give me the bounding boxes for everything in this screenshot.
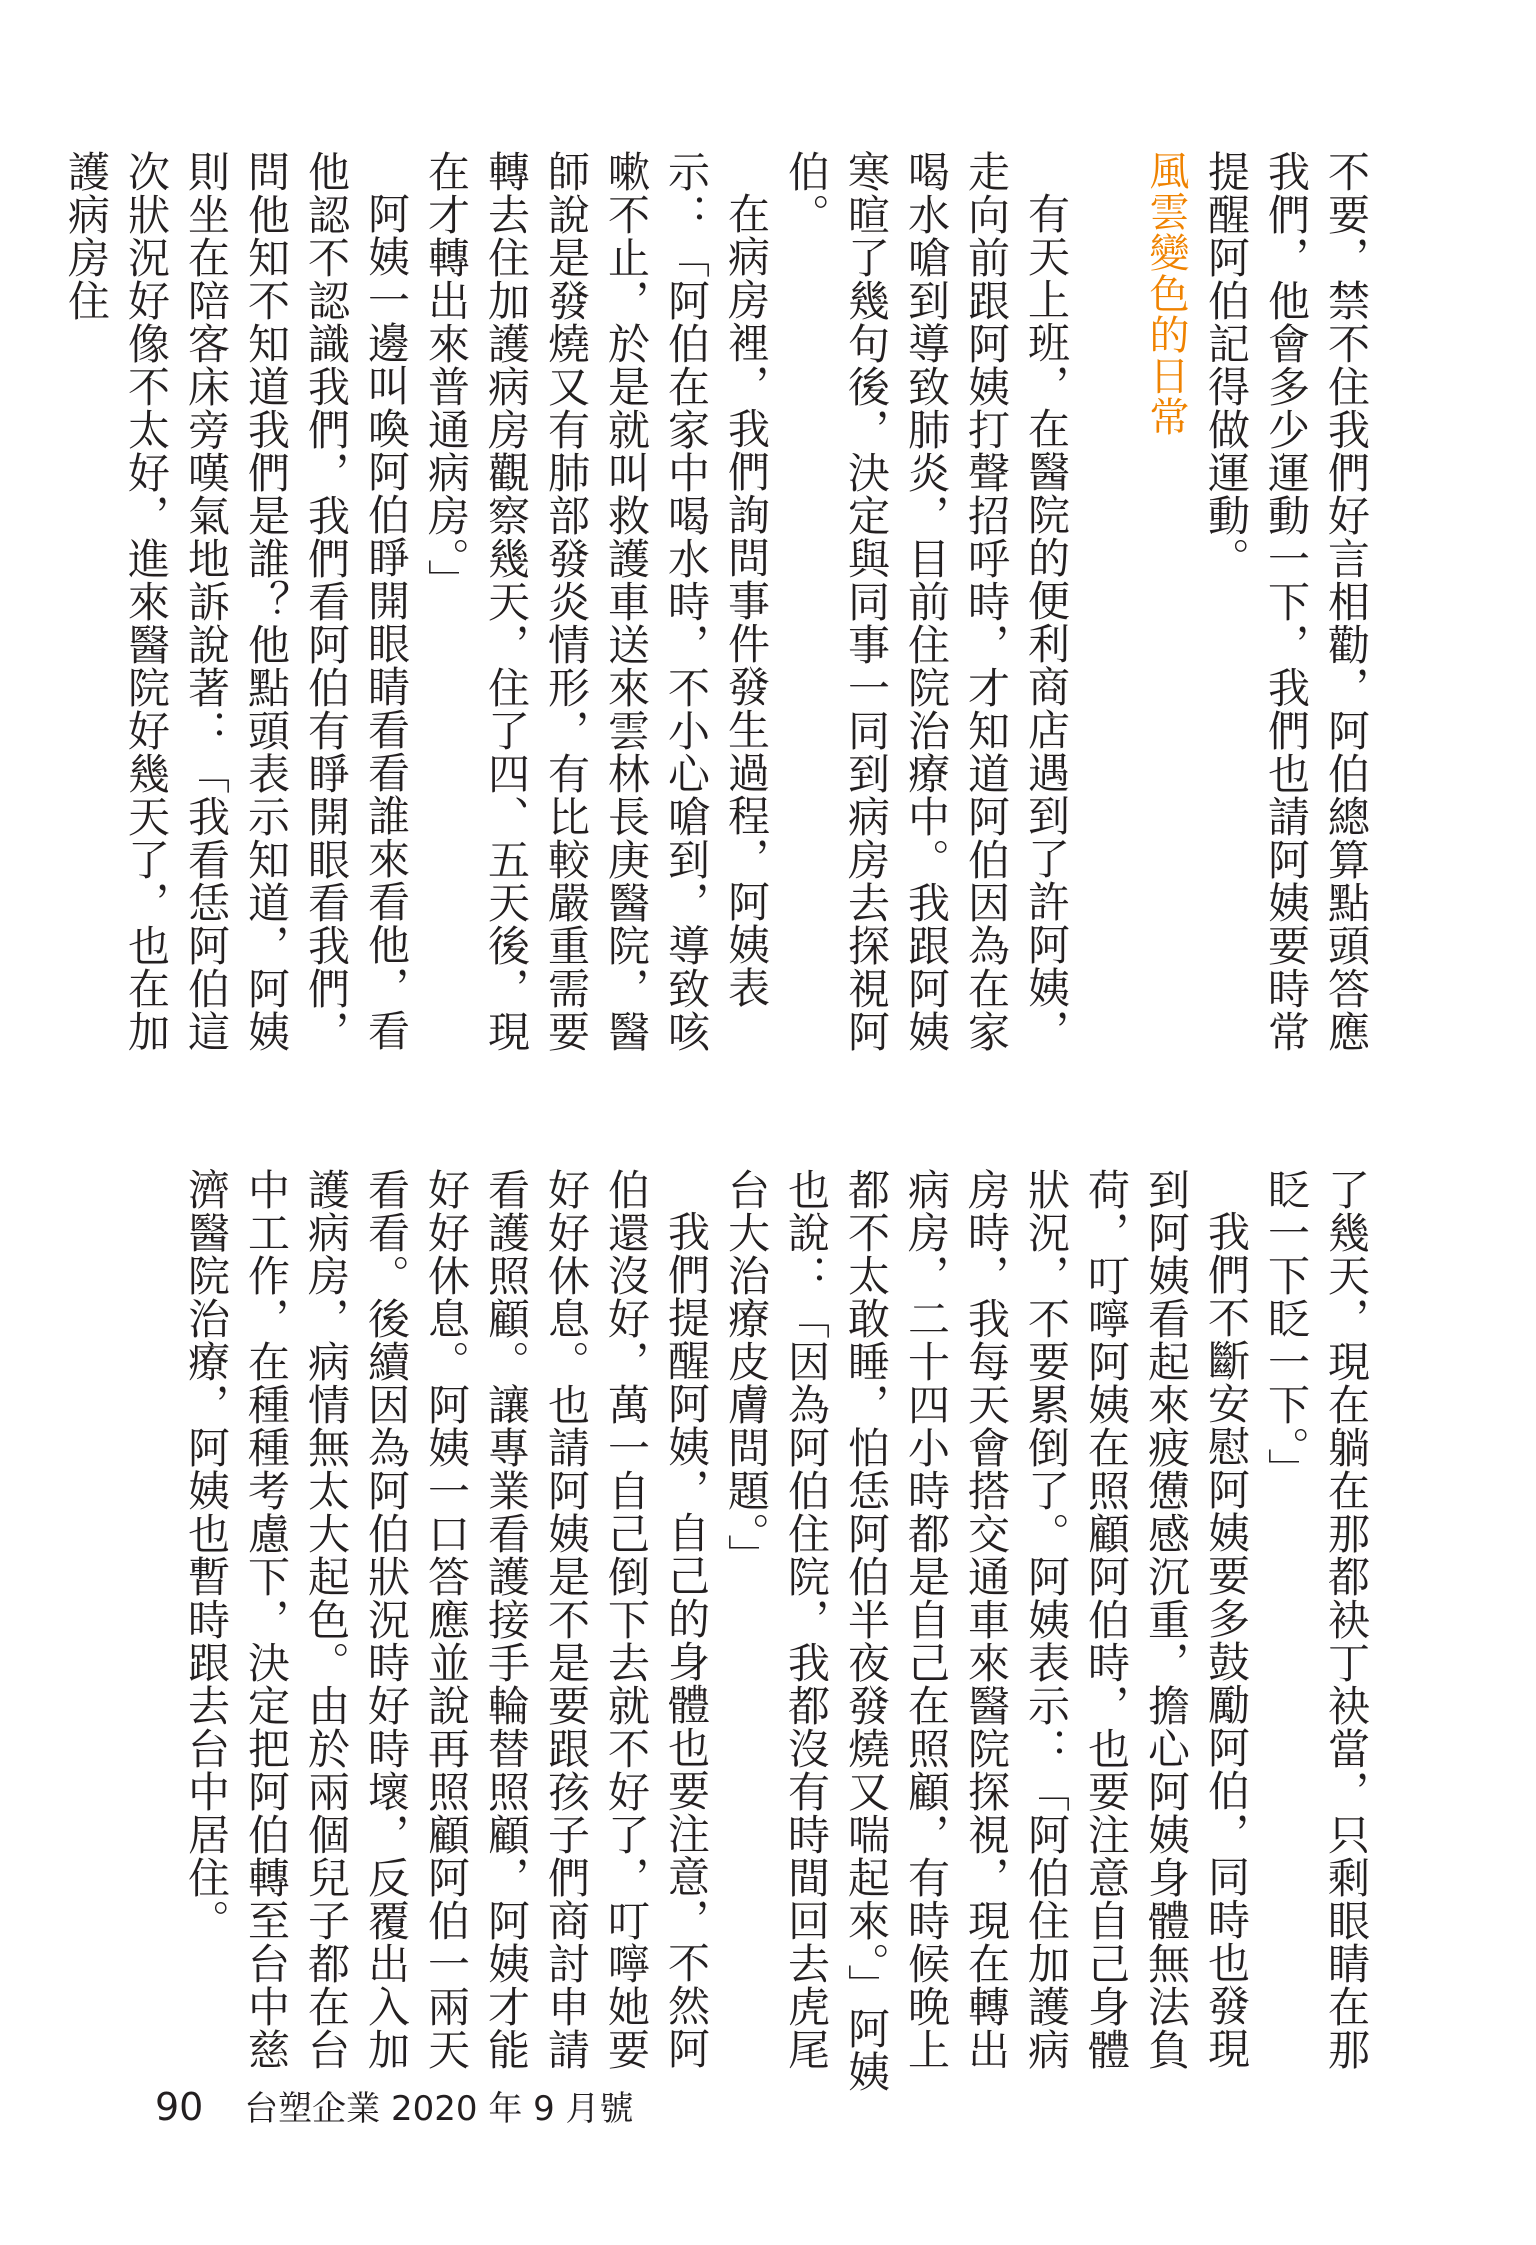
paragraph: 了幾天，現在躺在那都袂丁袂當，只剩眼睛在那眨一下眨一下。」 (1262, 1168, 1371, 2071)
paragraph: 我們不斷安慰阿姨要多鼓勵阿伯，同時也發現到阿姨看起來疲憊感沉重，擔心阿姨身體無法負荷，叮嚀阿姨在照顧阿伯時，也要注意自己身體狀況，不要累倒了。阿姨表示：「阿伯住加護病房時，我每天會搭交通車來醫院探視，現在轉出病房，二十四小時都是自己在照顧，有時候晚上都不太敢睡，怕恁阿伯半夜發燒又喘起來。」阿姨也說：「因為阿伯住院，我都沒有時間回去虎尾台大治療皮膚問題。」 (722, 1168, 1251, 2093)
page-number: 90 (155, 2085, 204, 2129)
page-footer (155, 2081, 634, 2130)
upper-text-block (56, 150, 1376, 1070)
paragraph: 我們提醒阿姨，自己的身體也要注意，不然阿伯還沒好，萬一自己倒下去就不好了，叮嚀她要好好休息。也請阿姨是不是要跟孩子們商討申請看護照顧。讓專業看護接手輪替照顧，阿姨才能好好休息。阿姨一口答應並說再照顧阿伯一兩天看看。後續因為阿伯狀況時好時壞，反覆出入加護病房，病情無太大起色。由於兩個兒子都在台中工作，在種種考慮下，決定把阿伯轉至台中慈濟醫院治療，阿姨也暫時跟去台中居住。 (182, 1168, 711, 2071)
section-heading: 風雲變色的日常 (1143, 150, 1189, 437)
paragraph: 在病房裡，我們詢問事件發生過程，阿姨表示：「阿伯在家中喝水時，不小心嗆到，導致咳嗽不止，於是就叫救護車送來雲林長庚醫院，醫師說是發燒又有肺部發炎情形，有比較嚴重需要轉去住加護病房觀察幾天，住了四、五天後，現在才轉出來普通病房。」 (422, 150, 771, 1053)
publication-title: 台塑企業 2020 年 9 月號 (244, 2089, 634, 2129)
paragraph: 不要，禁不住我們好言相勸，阿伯總算點頭答應我們，他會多少運動一下，我們也請阿姨要時常提醒阿伯記得做運動。 (1202, 150, 1371, 1053)
lower-text-block (176, 1168, 1376, 2103)
paragraph: 有天上班，在醫院的便利商店遇到了許阿姨，走向前跟阿姨打聲招呼時，才知道阿伯因為在家喝水嗆到導致肺炎，目前住院治療中。我跟阿姨寒暄了幾句後，決定與同事一同到病房去探視阿伯。 (782, 150, 1071, 1053)
paragraph: 阿姨一邊叫喚阿伯睜開眼睛看看誰來看他，看他認不認識我們，我們看阿伯有睜開眼看我們，問他知不知道我們是誰？他點頭表示知道，阿姨則坐在陪客床旁嘆氣地訴說著：「我看恁阿伯這次狀況好像不太好，進來醫院好幾天了，也在加護病房住 (62, 150, 411, 1053)
